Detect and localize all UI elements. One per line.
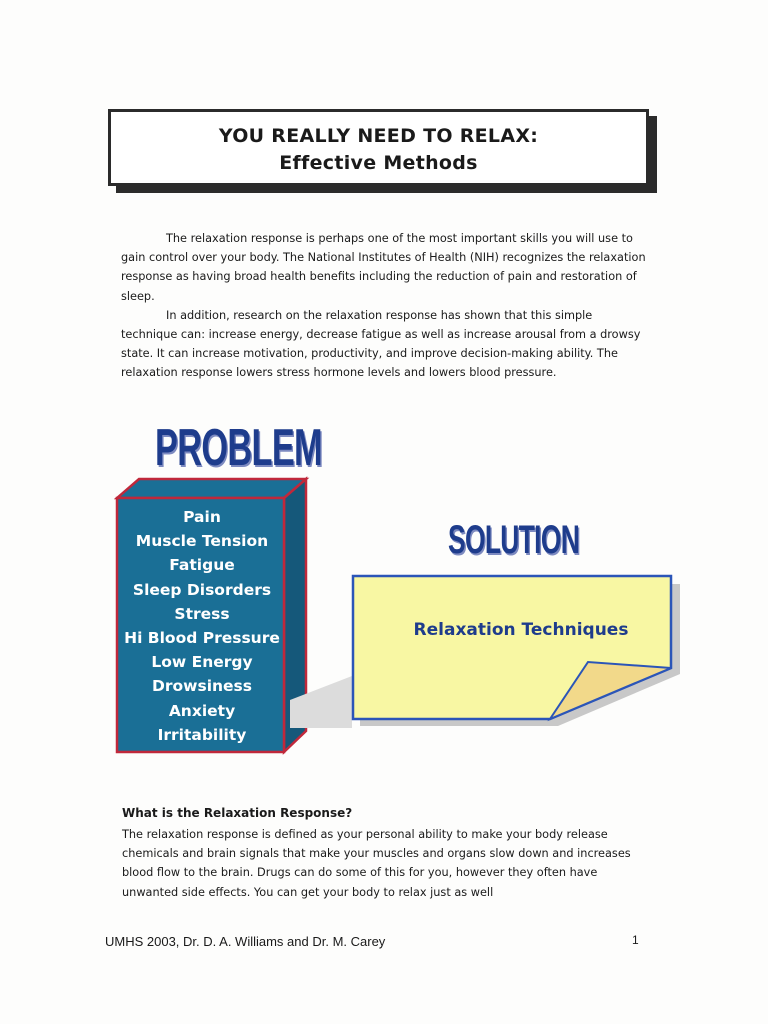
problem-item: Sleep Disorders	[132, 580, 272, 599]
problem-item: Hi Blood Pressure	[124, 629, 280, 648]
title-box	[108, 109, 649, 186]
intro-text	[121, 229, 646, 383]
problem-item: Fatigue	[169, 556, 235, 575]
solution-text: Relaxation Techniques	[413, 620, 629, 640]
intro-paragraph-2: In addition, research on the relaxation response has shown that this simple technique can: increase energy, decrease fatigue as well as increase arousal from a drowsy state. It can increase motivation, productivity, and improve decision-making ability. The relaxation response lowers stress hormone levels and lowers blood pressure.	[121, 308, 641, 380]
section-heading: What is the Relaxation Response?	[122, 806, 353, 820]
solution-heading: SOLUTION	[448, 518, 580, 562]
problem-item: Anxiety	[168, 701, 236, 720]
intro-paragraph-1: The relaxation response is perhaps one of the most important skills you will use to gain control over your body. The National Institutes of Health (NIH) recognizes the relaxation response as having broad health benefits including the reduction of pain and restoration of sleep.	[121, 232, 646, 303]
problem-item: Pain	[183, 508, 221, 526]
problem-list	[117, 505, 287, 747]
problem-item: Muscle Tension	[135, 532, 269, 551]
section-body: The relaxation response is defined as your personal ability to make your body release chemicals and brain signals that make your muscles and organs slow down and increases blood flow to the brain. Drugs can do some of this for you, however they often have unwanted side effects. You can get your body to relax just as well	[122, 828, 631, 899]
problem-item: Drowsiness	[151, 677, 253, 696]
solution-note-graphic	[350, 574, 686, 728]
problem-item: Stress	[174, 604, 230, 623]
problem-item: Low Energy	[151, 653, 253, 672]
solution-note	[350, 574, 686, 728]
footer-credit: UMHS 2003, Dr. D. A. Williams and Dr. M. Carey	[105, 934, 386, 949]
problem-heading: PROBLEM	[155, 419, 322, 477]
page-title: YOU REALLY NEED TO RELAX:	[218, 125, 539, 147]
page-number: 1	[632, 933, 639, 947]
problem-item: Irritability	[157, 725, 247, 744]
page-subtitle: Effective Methods	[279, 152, 478, 174]
